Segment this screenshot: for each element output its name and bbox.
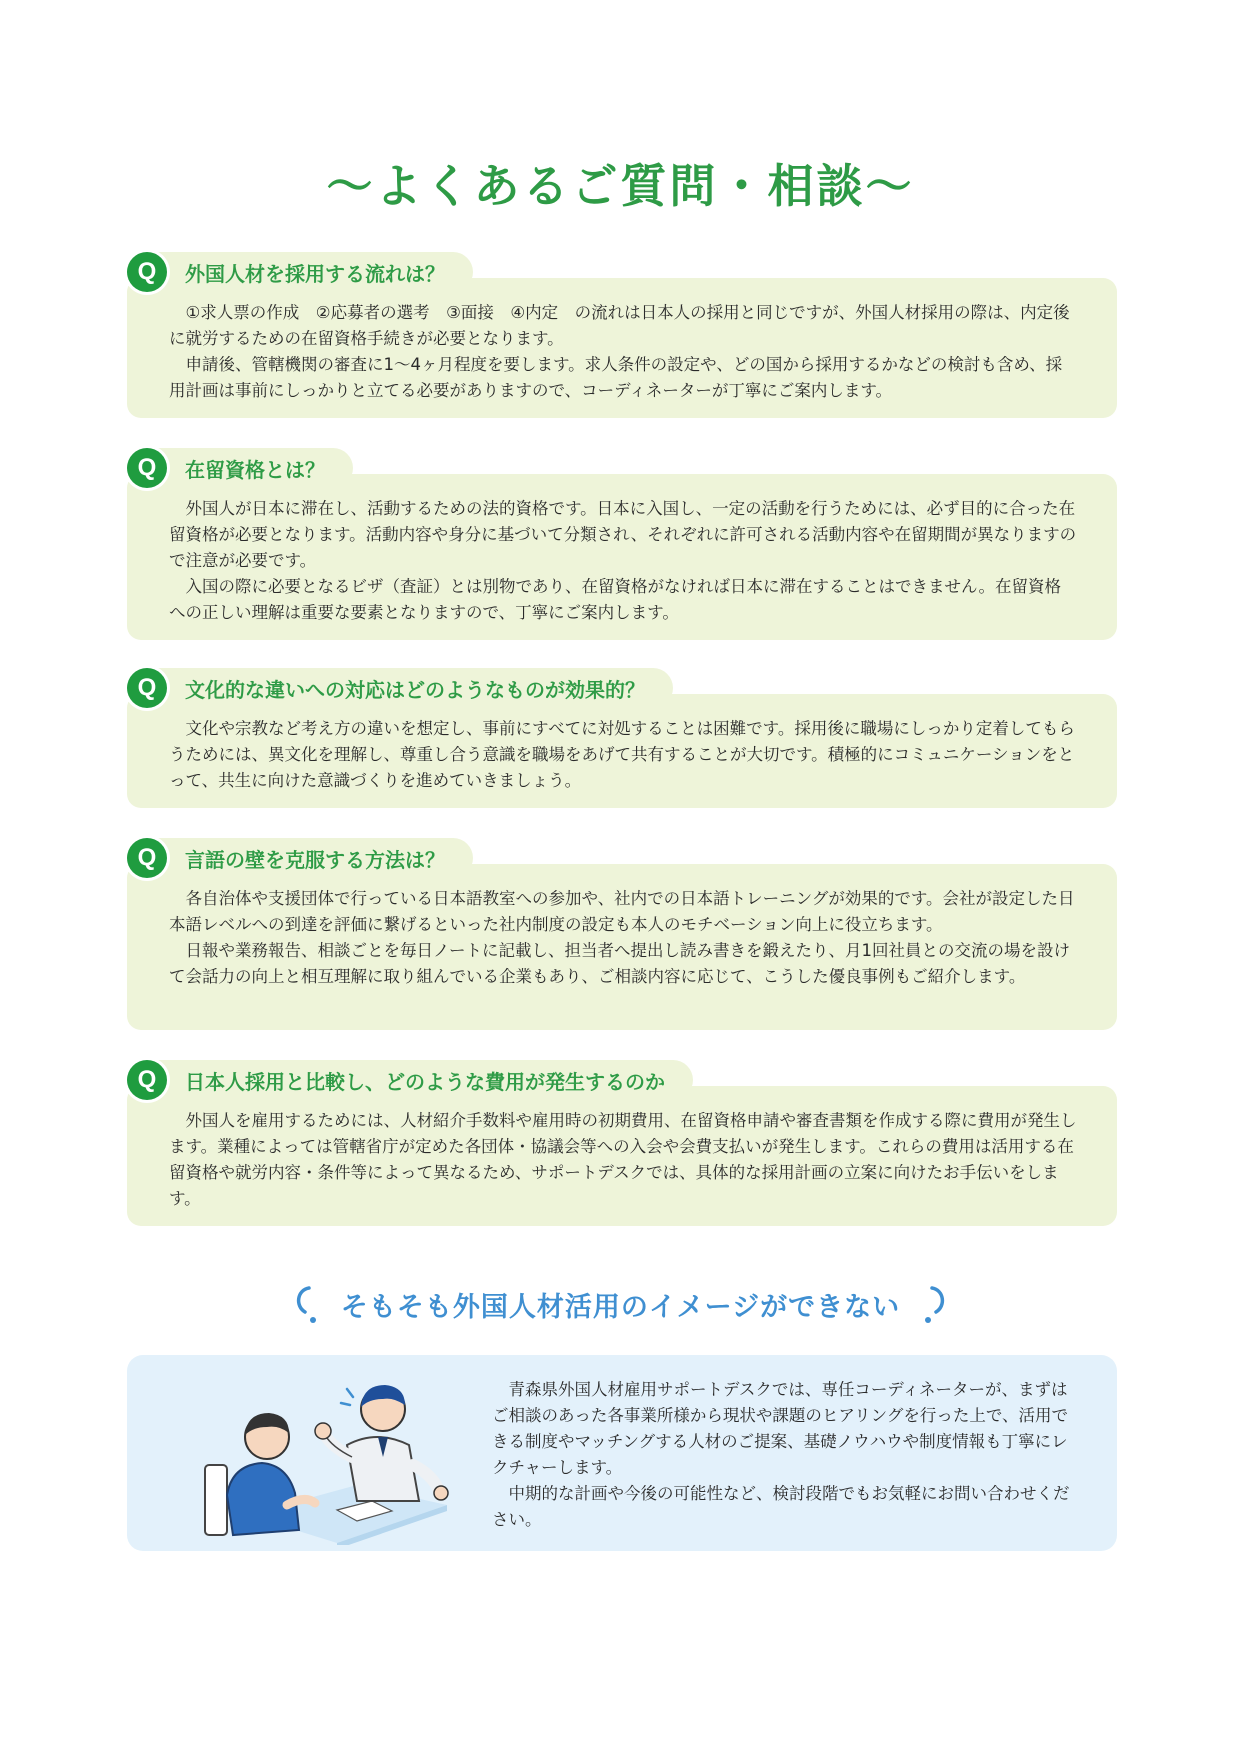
- faq-question: 日本人採用と比較し、どのような費用が発生するのか: [185, 1069, 665, 1094]
- faq-answer-paragraph: 文化や宗教など考え方の違いを想定し、事前にすべてに対処することは困難です。採用後に職場にしっかり定着してもらうためには、異文化を理解し、尊重し合う意識を職場をあげて共有することが大切です。積極的にコミュニケーションをとって、共生に向けた意識づくりを進めていきましょう。: [169, 719, 1075, 790]
- faq-answer-box: [127, 474, 1117, 640]
- faq-answer-box: [127, 864, 1117, 1030]
- faq-item: [127, 668, 1117, 808]
- faq-answer-paragraph: 各自治体や支援団体で行っている日本語教室への参加や、社内での日本語トレーニングが効果的です。会社が設定した日本語レベルへの到達を評価に繋げるといった社内制度の設定も本人のモチベーション向上に役立ちます。: [169, 889, 1075, 934]
- faq-question-header: [127, 838, 473, 878]
- support-desk-box: [127, 1355, 1117, 1551]
- faq-question-header: [127, 1060, 693, 1100]
- faq-question: 文化的な違いへの対応はどのようなものが効果的？: [185, 677, 645, 702]
- page-title: 〜よくあるご質問・相談〜: [326, 159, 915, 213]
- faq-question-header: [127, 668, 673, 708]
- speech-mark-left-icon: [287, 1282, 327, 1326]
- faq-question: 言語の壁を克服する方法は？: [185, 847, 445, 872]
- q-badge-icon: Q: [127, 838, 167, 878]
- support-paragraph: 青森県外国人材雇用サポートデスクでは、専任コーディネーターが、まずはご相談のあった各事業所様から現状や課題のヒアリングを行った上で、活用できる制度やマッチングする人材のご提案、基礎ノウハウや制度情報も丁寧にレクチャーします。: [492, 1380, 1069, 1477]
- sub-heading-text: そもそも外国人材活用のイメージができない: [340, 1291, 901, 1323]
- faq-item: [127, 252, 1117, 418]
- faq-answer-paragraph: 外国人を雇用するためには、人材紹介手数料や雇用時の初期費用、在留資格申請や審査書類を作成する際に費用が発生します。業種によっては管轄省庁が定めた各団体・協議会等への入会や会費支払いが発生します。これらの費用は活用する在留資格や就労内容・条件等によって異なるため、サポートデスクでは、具体的な採用計画の立案に向けたお手伝いをします。: [169, 1111, 1077, 1208]
- support-paragraph: 中期的な計画や今後の可能性など、検討段階でもお気軽にお問い合わせください。: [492, 1484, 1070, 1529]
- faq-answer-box: [127, 278, 1117, 418]
- faq-question-header: [127, 252, 473, 292]
- support-desk-text: [492, 1377, 1082, 1533]
- faq-item: [127, 448, 1117, 640]
- sub-heading: [0, 1282, 1241, 1326]
- faq-question: 外国人材を採用する流れは？: [185, 261, 445, 286]
- q-badge-icon: Q: [127, 1060, 167, 1100]
- q-badge-icon: Q: [127, 668, 167, 708]
- faq-question-header: [127, 448, 353, 488]
- faq-answer-box: [127, 1086, 1117, 1226]
- faq-answer-paragraph: 日報や業務報告、相談ごとを毎日ノートに記載し、担当者へ提出し読み書きを鍛えたり、月1回社員との交流の場を設けて会話力の向上と相互理解に取り組んでいる企業もあり、ご相談内容に応じて、こうした優良事例もご紹介します。: [169, 941, 1071, 986]
- faq-answer-paragraph: 申請後、管轄機関の審査に1〜4ヶ月程度を要します。求人条件の設定や、どの国から採用するかなどの検討も含め、採用計画は事前にしっかりと立てる必要がありますので、コーディネーターが丁寧にご案内します。: [169, 355, 1063, 400]
- faq-answer-paragraph: 入国の際に必要となるビザ（査証）とは別物であり、在留資格がなければ日本に滞在することはできません。在留資格への正しい理解は重要な要素となりますので、丁寧にご案内します。: [169, 577, 1061, 622]
- faq-question: 在留資格とは？: [185, 457, 325, 482]
- faq-item: [127, 1060, 1117, 1226]
- faq-item: [127, 838, 1117, 1030]
- consultation-illustration: [187, 1365, 487, 1545]
- q-badge-icon: Q: [127, 448, 167, 488]
- faq-answer-box: [127, 694, 1117, 808]
- q-badge-icon: Q: [127, 252, 167, 292]
- speech-mark-right-icon: [914, 1282, 954, 1326]
- faq-answer-paragraph: ①求人票の作成 ②応募者の選考 ③面接 ④内定 の流れは日本人の採用と同じですが、外国人材採用の際は、内定後に就労するための在留資格手続きが必要となります。: [169, 303, 1070, 348]
- faq-answer-paragraph: 外国人が日本に滞在し、活動するための法的資格です。日本に入国し、一定の活動を行うためには、必ず目的に合った在留資格が必要となります。活動内容や身分に基づいて分類され、それぞれに許可される活動内容や在留期間が異なりますので注意が必要です。: [169, 499, 1077, 570]
